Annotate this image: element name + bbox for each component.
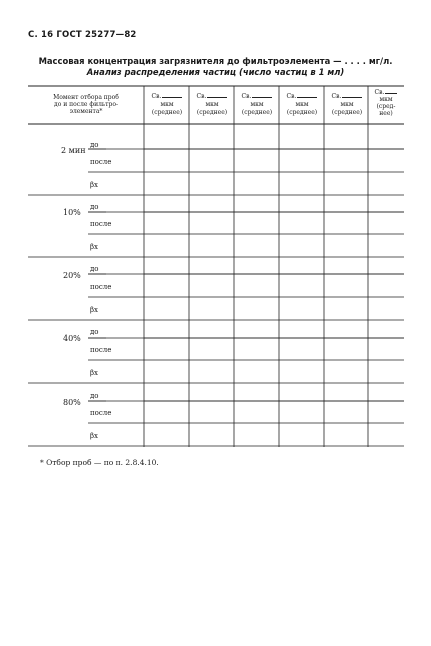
size-col-unit: мкм	[340, 101, 354, 108]
size-col-prefix: Св.	[241, 93, 252, 100]
size-col-note: (среднее)	[331, 109, 363, 116]
after-label: после	[90, 220, 112, 228]
page-header: С. 16 ГОСТ 25277—82	[28, 30, 137, 40]
size-col-prefix: Св.	[151, 93, 162, 100]
beta-label: βx	[90, 432, 98, 440]
first-column-header	[30, 94, 142, 116]
before-label: до	[90, 203, 99, 211]
first-col-header-line1: Момент отбора проб	[53, 94, 119, 101]
size-col-note: (среднее)	[286, 109, 318, 116]
footnote: * Отбор проб — по п. 2.8.4.10.	[40, 458, 159, 467]
size-col-note: (сред-нее)	[376, 103, 396, 117]
size-col-unit: мкм	[379, 96, 393, 103]
size-col-prefix: Св.	[374, 89, 385, 96]
moment-label: 2 мин	[61, 146, 86, 155]
moment-label: 10%	[63, 208, 81, 217]
after-label: после	[90, 346, 112, 354]
size-col-note: (среднее)	[241, 109, 273, 116]
before-label: до	[90, 328, 99, 336]
size-column-header-4	[281, 92, 323, 117]
after-label: после	[90, 158, 112, 166]
size-col-unit: мкм	[160, 101, 174, 108]
moment-label: 80%	[63, 398, 81, 407]
after-label: после	[90, 283, 112, 291]
size-column-header-3	[236, 92, 278, 117]
table-title-line2: Анализ распределения частиц (число частиц в 1 мл)	[86, 67, 345, 77]
size-col-note: (среднее)	[151, 109, 183, 116]
first-col-header-line3: элемента*	[69, 108, 103, 116]
size-col-prefix: Св.	[331, 93, 342, 100]
size-col-unit: мкм	[205, 101, 219, 108]
before-label: до	[90, 141, 99, 149]
size-col-note: (среднее)	[196, 109, 228, 116]
moment-label: 20%	[63, 271, 81, 280]
size-column-header-1	[146, 92, 188, 117]
beta-label: βx	[90, 243, 98, 251]
size-col-prefix: Св.	[286, 93, 297, 100]
size-col-unit: мкм	[295, 101, 309, 108]
moment-label: 40%	[63, 334, 81, 343]
after-label: после	[90, 409, 112, 417]
beta-label: βx	[90, 369, 98, 377]
size-col-prefix: Св.	[196, 93, 207, 100]
size-column-header-2	[191, 92, 233, 117]
first-col-header-line2: до и после фильтро-	[54, 101, 118, 109]
size-column-header-6	[370, 88, 402, 117]
before-label: до	[90, 265, 99, 273]
beta-label: βx	[90, 306, 98, 314]
size-col-unit: мкм	[250, 101, 264, 108]
size-column-header-5	[326, 92, 368, 117]
table-title-line1: Массовая концентрация загрязнителя до фильтроэлемента — . . . . мг/л.	[38, 56, 393, 66]
before-label: до	[90, 392, 99, 400]
beta-label: βx	[90, 181, 98, 189]
